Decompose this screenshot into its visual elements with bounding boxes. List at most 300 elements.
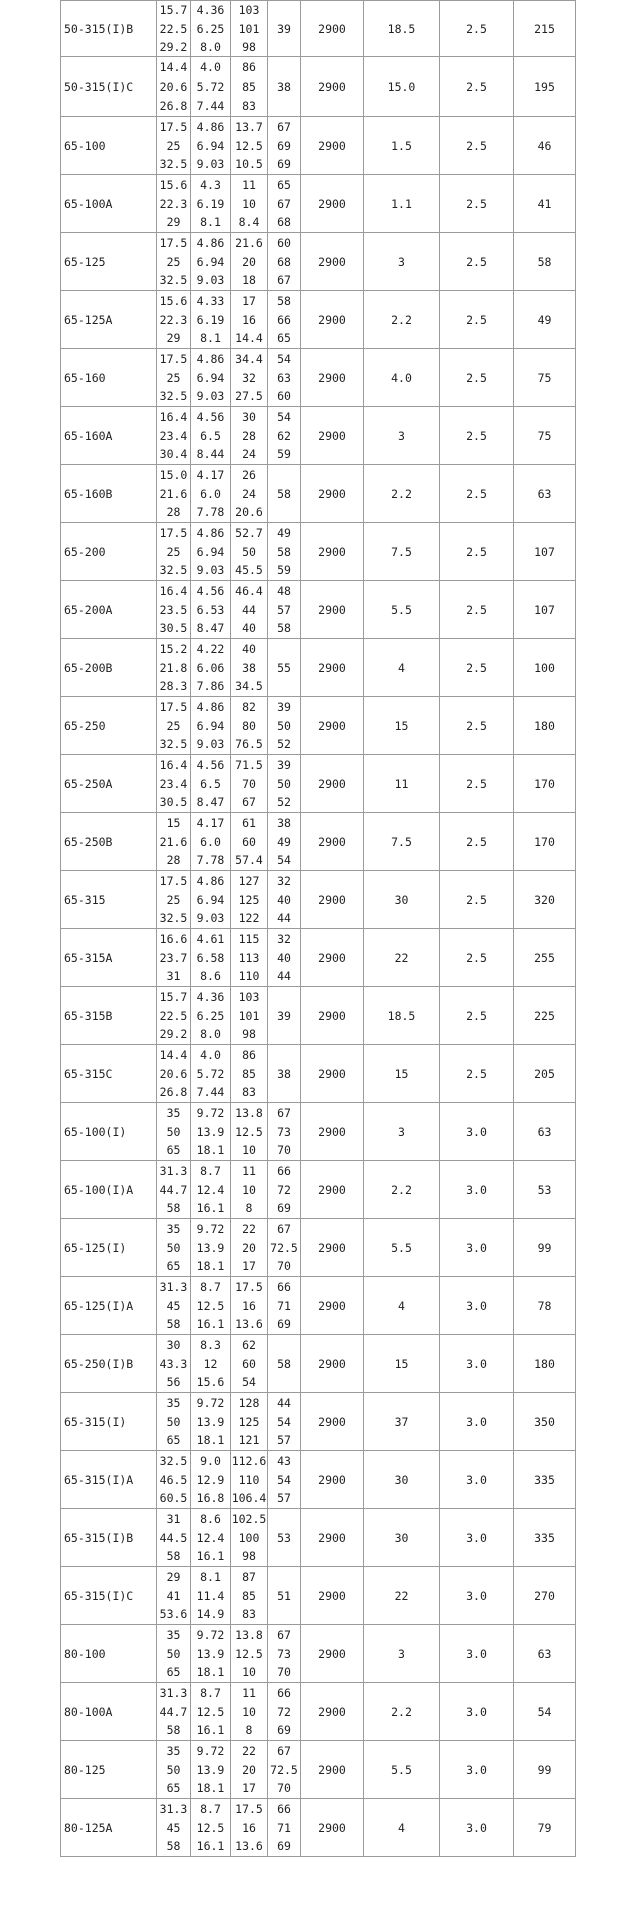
npsh-cell: 3.0	[440, 1451, 514, 1509]
head-cell	[231, 813, 268, 871]
flow2-value: 6.19	[196, 196, 225, 211]
flow-value: 35	[166, 1221, 181, 1236]
flow-cell	[157, 1161, 191, 1219]
pump-spec-table	[60, 0, 576, 1857]
flow-cell	[157, 639, 191, 697]
flow2-value: 8.7	[200, 1801, 221, 1816]
flow-cell	[157, 871, 191, 929]
eff-cell: 58	[268, 1335, 301, 1393]
head-value: 46.4	[235, 583, 263, 598]
eff-cell: 51	[268, 1567, 301, 1625]
head-cell	[231, 581, 268, 639]
head-value: 10	[242, 196, 256, 211]
table-row	[61, 233, 576, 291]
flow2-value: 4.86	[196, 235, 225, 250]
head-value: 20.6	[235, 505, 263, 520]
flow2-value: 7.86	[196, 679, 225, 694]
power-cell: 37	[364, 1393, 440, 1451]
speed-cell: 2900	[301, 523, 364, 581]
head-value: 106.4	[231, 1491, 267, 1506]
flow-value: 35	[166, 1395, 181, 1410]
power-cell: 2.2	[364, 291, 440, 349]
eff-cell	[268, 523, 301, 581]
table-row	[61, 697, 576, 755]
npsh-cell: 2.5	[440, 117, 514, 175]
head-value: 8	[245, 1201, 253, 1216]
flow2-cell	[191, 1451, 231, 1509]
flow-value: 25	[166, 254, 181, 269]
flow-value: 50	[166, 1646, 181, 1661]
flow-value: 44.5	[159, 1530, 188, 1545]
eff-value: 63	[277, 370, 291, 385]
flow2-cell	[191, 929, 231, 987]
flow2-value: 18.1	[196, 1259, 225, 1274]
flow-cell	[157, 755, 191, 813]
head-cell	[231, 1741, 268, 1799]
weight-cell: 215	[514, 1, 576, 57]
eff-value: 67	[277, 196, 291, 211]
head-cell	[231, 1045, 268, 1103]
flow2-value: 9.72	[196, 1627, 225, 1642]
flow-cell	[157, 1103, 191, 1161]
head-value: 85	[242, 79, 256, 94]
flow-value: 15.0	[159, 467, 188, 482]
model-cell: 65-100	[61, 117, 157, 175]
model-cell: 65-160B	[61, 465, 157, 523]
flow-value: 50	[166, 1240, 181, 1255]
table-body	[61, 1, 576, 1857]
flow2-value: 4.61	[196, 931, 225, 946]
npsh-cell: 3.0	[440, 1741, 514, 1799]
head-value: 101	[238, 21, 260, 36]
eff-cell	[268, 233, 301, 291]
flow2-value: 4.56	[196, 757, 225, 772]
head-cell	[231, 233, 268, 291]
flow-value: 17.5	[159, 525, 188, 540]
flow-value: 28.3	[159, 679, 188, 694]
model-cell: 65-200B	[61, 639, 157, 697]
npsh-cell: 3.0	[440, 1799, 514, 1857]
eff-value: 54	[277, 351, 291, 366]
flow2-cell	[191, 697, 231, 755]
flow-cell	[157, 1045, 191, 1103]
speed-cell: 2900	[301, 407, 364, 465]
eff-value: 60	[277, 389, 291, 404]
speed-cell: 2900	[301, 1683, 364, 1741]
flow-value: 15.2	[159, 641, 188, 656]
eff-cell	[268, 813, 301, 871]
eff-cell	[268, 1799, 301, 1857]
head-value: 12.5	[235, 138, 263, 153]
table-row	[61, 175, 576, 233]
flow2-value: 6.94	[196, 138, 225, 153]
head-value: 86	[242, 60, 256, 75]
flow2-cell	[191, 1509, 231, 1567]
power-cell: 5.5	[364, 1741, 440, 1799]
model-cell: 65-250A	[61, 755, 157, 813]
npsh-cell: 2.5	[440, 57, 514, 117]
flow-value: 25	[166, 892, 181, 907]
head-value: 102.5	[231, 1511, 267, 1526]
eff-cell	[268, 1161, 301, 1219]
table-row	[61, 1567, 576, 1625]
flow2-value: 13.9	[196, 1240, 225, 1255]
flow2-value: 8.44	[196, 447, 225, 462]
flow-value: 32.5	[159, 157, 188, 172]
flow2-value: 6.0	[200, 834, 221, 849]
table-row	[61, 987, 576, 1045]
speed-cell: 2900	[301, 233, 364, 291]
weight-cell: 205	[514, 1045, 576, 1103]
model-cell: 65-250	[61, 697, 157, 755]
model-cell: 50-315(I)C	[61, 57, 157, 117]
flow-value: 28	[166, 505, 181, 520]
flow2-value: 8.1	[200, 331, 221, 346]
eff-value: 66	[277, 1685, 291, 1700]
eff-value: 62	[277, 428, 291, 443]
weight-cell: 107	[514, 523, 576, 581]
flow2-value: 11.4	[196, 1588, 225, 1603]
npsh-cell: 2.5	[440, 755, 514, 813]
flow2-value: 6.5	[200, 776, 221, 791]
flow2-value: 6.58	[196, 950, 225, 965]
model-cell: 65-100(I)	[61, 1103, 157, 1161]
flow-value: 32.5	[159, 737, 188, 752]
weight-cell: 79	[514, 1799, 576, 1857]
model-cell: 65-125(I)	[61, 1219, 157, 1277]
flow2-value: 13.9	[196, 1124, 225, 1139]
flow2-value: 4.17	[196, 815, 225, 830]
head-value: 11	[242, 1163, 256, 1178]
flow2-value: 6.94	[196, 544, 225, 559]
weight-cell: 63	[514, 1103, 576, 1161]
speed-cell: 2900	[301, 1277, 364, 1335]
eff-value: 67	[277, 1221, 291, 1236]
head-value: 16	[242, 312, 256, 327]
flow-value: 65	[166, 1665, 181, 1680]
flow-cell	[157, 1799, 191, 1857]
speed-cell: 2900	[301, 871, 364, 929]
power-cell: 4	[364, 1277, 440, 1335]
flow-value: 25	[166, 544, 181, 559]
eff-value: 69	[277, 1201, 291, 1216]
eff-cell	[268, 1451, 301, 1509]
flow2-value: 6.94	[196, 254, 225, 269]
flow-cell	[157, 813, 191, 871]
flow-value: 26.8	[159, 1085, 188, 1100]
flow2-cell	[191, 813, 231, 871]
flow2-value: 12.4	[196, 1182, 225, 1197]
head-value: 13.7	[235, 119, 263, 134]
eff-value: 39	[277, 757, 291, 772]
flow2-value: 4.56	[196, 583, 225, 598]
npsh-cell: 3.0	[440, 1219, 514, 1277]
head-value: 10	[242, 1665, 256, 1680]
table-row	[61, 407, 576, 465]
eff-cell	[268, 291, 301, 349]
flow2-value: 4.0	[200, 60, 221, 75]
flow2-value: 16.1	[196, 1723, 225, 1738]
head-value: 11	[242, 177, 256, 192]
head-value: 11	[242, 1685, 256, 1700]
eff-value: 69	[277, 1723, 291, 1738]
eff-cell	[268, 1393, 301, 1451]
flow-cell	[157, 1451, 191, 1509]
npsh-cell: 2.5	[440, 349, 514, 407]
eff-cell: 58	[268, 465, 301, 523]
eff-value: 49	[277, 834, 291, 849]
eff-value: 69	[277, 1317, 291, 1332]
flow-value: 31.3	[159, 1279, 188, 1294]
flow2-value: 4.17	[196, 467, 225, 482]
table-row	[61, 117, 576, 175]
npsh-cell: 2.5	[440, 465, 514, 523]
eff-value: 68	[277, 215, 291, 230]
head-value: 121	[238, 1433, 260, 1448]
flow2-cell	[191, 1393, 231, 1451]
weight-cell: 54	[514, 1683, 576, 1741]
eff-value: 70	[277, 1781, 291, 1796]
flow2-cell	[191, 57, 231, 117]
head-value: 115	[238, 931, 260, 946]
power-cell: 1.5	[364, 117, 440, 175]
head-value: 122	[238, 911, 260, 926]
flow2-value: 4.86	[196, 351, 225, 366]
flow2-value: 16.1	[196, 1317, 225, 1332]
table-row	[61, 639, 576, 697]
power-cell: 30	[364, 1451, 440, 1509]
head-value: 50	[242, 544, 256, 559]
flow-value: 29.2	[159, 39, 188, 54]
flow2-value: 16.1	[196, 1549, 225, 1564]
npsh-cell: 2.5	[440, 929, 514, 987]
flow-cell	[157, 697, 191, 755]
model-cell: 80-125	[61, 1741, 157, 1799]
head-value: 10	[242, 1704, 256, 1719]
speed-cell: 2900	[301, 349, 364, 407]
speed-cell: 2900	[301, 813, 364, 871]
eff-value: 66	[277, 312, 291, 327]
flow-value: 29	[166, 1569, 181, 1584]
weight-cell: 107	[514, 581, 576, 639]
eff-value: 57	[277, 602, 291, 617]
power-cell: 2.2	[364, 1161, 440, 1219]
power-cell: 3	[364, 1625, 440, 1683]
eff-cell: 38	[268, 1045, 301, 1103]
head-value: 113	[238, 950, 260, 965]
eff-value: 70	[277, 1143, 291, 1158]
weight-cell: 75	[514, 349, 576, 407]
head-value: 85	[242, 1588, 256, 1603]
flow-value: 20.6	[159, 1066, 188, 1081]
flow2-value: 8.0	[200, 1027, 221, 1042]
table-row	[61, 349, 576, 407]
flow-value: 35	[166, 1105, 181, 1120]
flow-value: 17.5	[159, 873, 188, 888]
speed-cell: 2900	[301, 1741, 364, 1799]
head-value: 34.4	[235, 351, 263, 366]
power-cell: 22	[364, 929, 440, 987]
flow2-value: 4.3	[200, 177, 221, 192]
flow2-value: 9.0	[200, 1453, 221, 1468]
eff-value: 73	[277, 1646, 291, 1661]
flow-cell	[157, 291, 191, 349]
flow2-value: 12.5	[196, 1820, 225, 1835]
power-cell: 30	[364, 1509, 440, 1567]
table-row	[61, 1103, 576, 1161]
model-cell: 65-315(I)	[61, 1393, 157, 1451]
head-value: 82	[242, 699, 256, 714]
flow-value: 41	[166, 1588, 181, 1603]
flow2-value: 9.03	[196, 389, 225, 404]
head-value: 112.6	[231, 1453, 267, 1468]
flow2-value: 12.9	[196, 1472, 225, 1487]
flow-value: 17.5	[159, 235, 188, 250]
flow2-cell	[191, 1741, 231, 1799]
eff-value: 48	[277, 583, 291, 598]
model-cell: 65-100A	[61, 175, 157, 233]
flow-value: 58	[166, 1201, 181, 1216]
flow2-value: 6.53	[196, 602, 225, 617]
eff-value: 67	[277, 1105, 291, 1120]
eff-value: 68	[277, 254, 291, 269]
head-value: 67	[242, 795, 256, 810]
flow-value: 30.5	[159, 621, 188, 636]
head-cell	[231, 349, 268, 407]
weight-cell: 335	[514, 1451, 576, 1509]
speed-cell: 2900	[301, 1625, 364, 1683]
weight-cell: 78	[514, 1277, 576, 1335]
eff-value: 65	[277, 331, 291, 346]
flow-value: 15.7	[159, 3, 188, 18]
power-cell: 2.2	[364, 465, 440, 523]
eff-value: 32	[277, 931, 291, 946]
head-value: 16	[242, 1820, 256, 1835]
eff-value: 40	[277, 892, 291, 907]
weight-cell: 99	[514, 1741, 576, 1799]
weight-cell: 49	[514, 291, 576, 349]
speed-cell: 2900	[301, 639, 364, 697]
flow2-value: 4.86	[196, 119, 225, 134]
model-cell: 65-250B	[61, 813, 157, 871]
head-value: 28	[242, 428, 256, 443]
flow2-cell	[191, 581, 231, 639]
eff-value: 40	[277, 950, 291, 965]
flow2-value: 7.44	[196, 98, 225, 113]
eff-cell	[268, 929, 301, 987]
flow2-value: 4.86	[196, 873, 225, 888]
head-value: 61	[242, 815, 256, 830]
head-value: 20	[242, 1762, 256, 1777]
eff-value: 44	[277, 911, 291, 926]
head-value: 8.4	[238, 215, 260, 230]
flow2-cell	[191, 233, 231, 291]
head-value: 83	[242, 98, 256, 113]
eff-cell	[268, 117, 301, 175]
head-value: 18	[242, 273, 256, 288]
eff-value: 54	[277, 1472, 291, 1487]
table-row	[61, 1045, 576, 1103]
head-value: 21.6	[235, 235, 263, 250]
eff-value: 39	[277, 699, 291, 714]
flow-value: 31	[166, 969, 181, 984]
head-cell	[231, 407, 268, 465]
eff-cell	[268, 349, 301, 407]
flow2-value: 6.94	[196, 370, 225, 385]
eff-cell: 53	[268, 1509, 301, 1567]
eff-cell	[268, 1683, 301, 1741]
flow2-value: 9.72	[196, 1221, 225, 1236]
speed-cell: 2900	[301, 1103, 364, 1161]
eff-cell	[268, 407, 301, 465]
model-cell: 65-200	[61, 523, 157, 581]
flow2-cell	[191, 1045, 231, 1103]
npsh-cell: 3.0	[440, 1161, 514, 1219]
flow-value: 22.3	[159, 312, 188, 327]
flow2-value: 7.78	[196, 505, 225, 520]
flow-cell	[157, 233, 191, 291]
flow-value: 58	[166, 1549, 181, 1564]
flow2-cell	[191, 987, 231, 1045]
weight-cell: 100	[514, 639, 576, 697]
power-cell: 5.5	[364, 581, 440, 639]
model-cell: 65-315	[61, 871, 157, 929]
npsh-cell: 3.0	[440, 1277, 514, 1335]
flow2-value: 6.25	[196, 1008, 225, 1023]
speed-cell: 2900	[301, 1393, 364, 1451]
eff-value: 69	[277, 157, 291, 172]
speed-cell: 2900	[301, 1, 364, 57]
flow2-value: 6.19	[196, 312, 225, 327]
power-cell: 3	[364, 1103, 440, 1161]
eff-value: 66	[277, 1801, 291, 1816]
flow2-value: 6.94	[196, 892, 225, 907]
head-cell	[231, 871, 268, 929]
power-cell: 11	[364, 755, 440, 813]
flow2-value: 15.6	[196, 1375, 225, 1390]
head-value: 86	[242, 1047, 256, 1062]
flow-cell	[157, 929, 191, 987]
weight-cell: 41	[514, 175, 576, 233]
model-cell: 50-315(I)B	[61, 1, 157, 57]
flow2-cell	[191, 755, 231, 813]
power-cell: 15	[364, 1045, 440, 1103]
flow2-value: 8.6	[200, 969, 221, 984]
speed-cell: 2900	[301, 697, 364, 755]
flow-value: 15.7	[159, 989, 188, 1004]
flow-value: 15.6	[159, 293, 188, 308]
flow2-value: 8.47	[196, 795, 225, 810]
power-cell: 18.5	[364, 1, 440, 57]
weight-cell: 75	[514, 407, 576, 465]
flow-cell	[157, 465, 191, 523]
eff-cell: 39	[268, 1, 301, 57]
flow2-cell	[191, 349, 231, 407]
eff-cell: 55	[268, 639, 301, 697]
flow2-cell	[191, 1625, 231, 1683]
flow2-value: 4.36	[196, 3, 225, 18]
flow-cell	[157, 1, 191, 57]
flow-value: 17.5	[159, 699, 188, 714]
flow-value: 32.5	[159, 1453, 188, 1468]
power-cell: 4.0	[364, 349, 440, 407]
flow-cell	[157, 1509, 191, 1567]
flow2-cell	[191, 1799, 231, 1857]
model-cell: 65-315(I)C	[61, 1567, 157, 1625]
model-cell: 65-160	[61, 349, 157, 407]
head-value: 57.4	[235, 853, 263, 868]
head-cell	[231, 175, 268, 233]
